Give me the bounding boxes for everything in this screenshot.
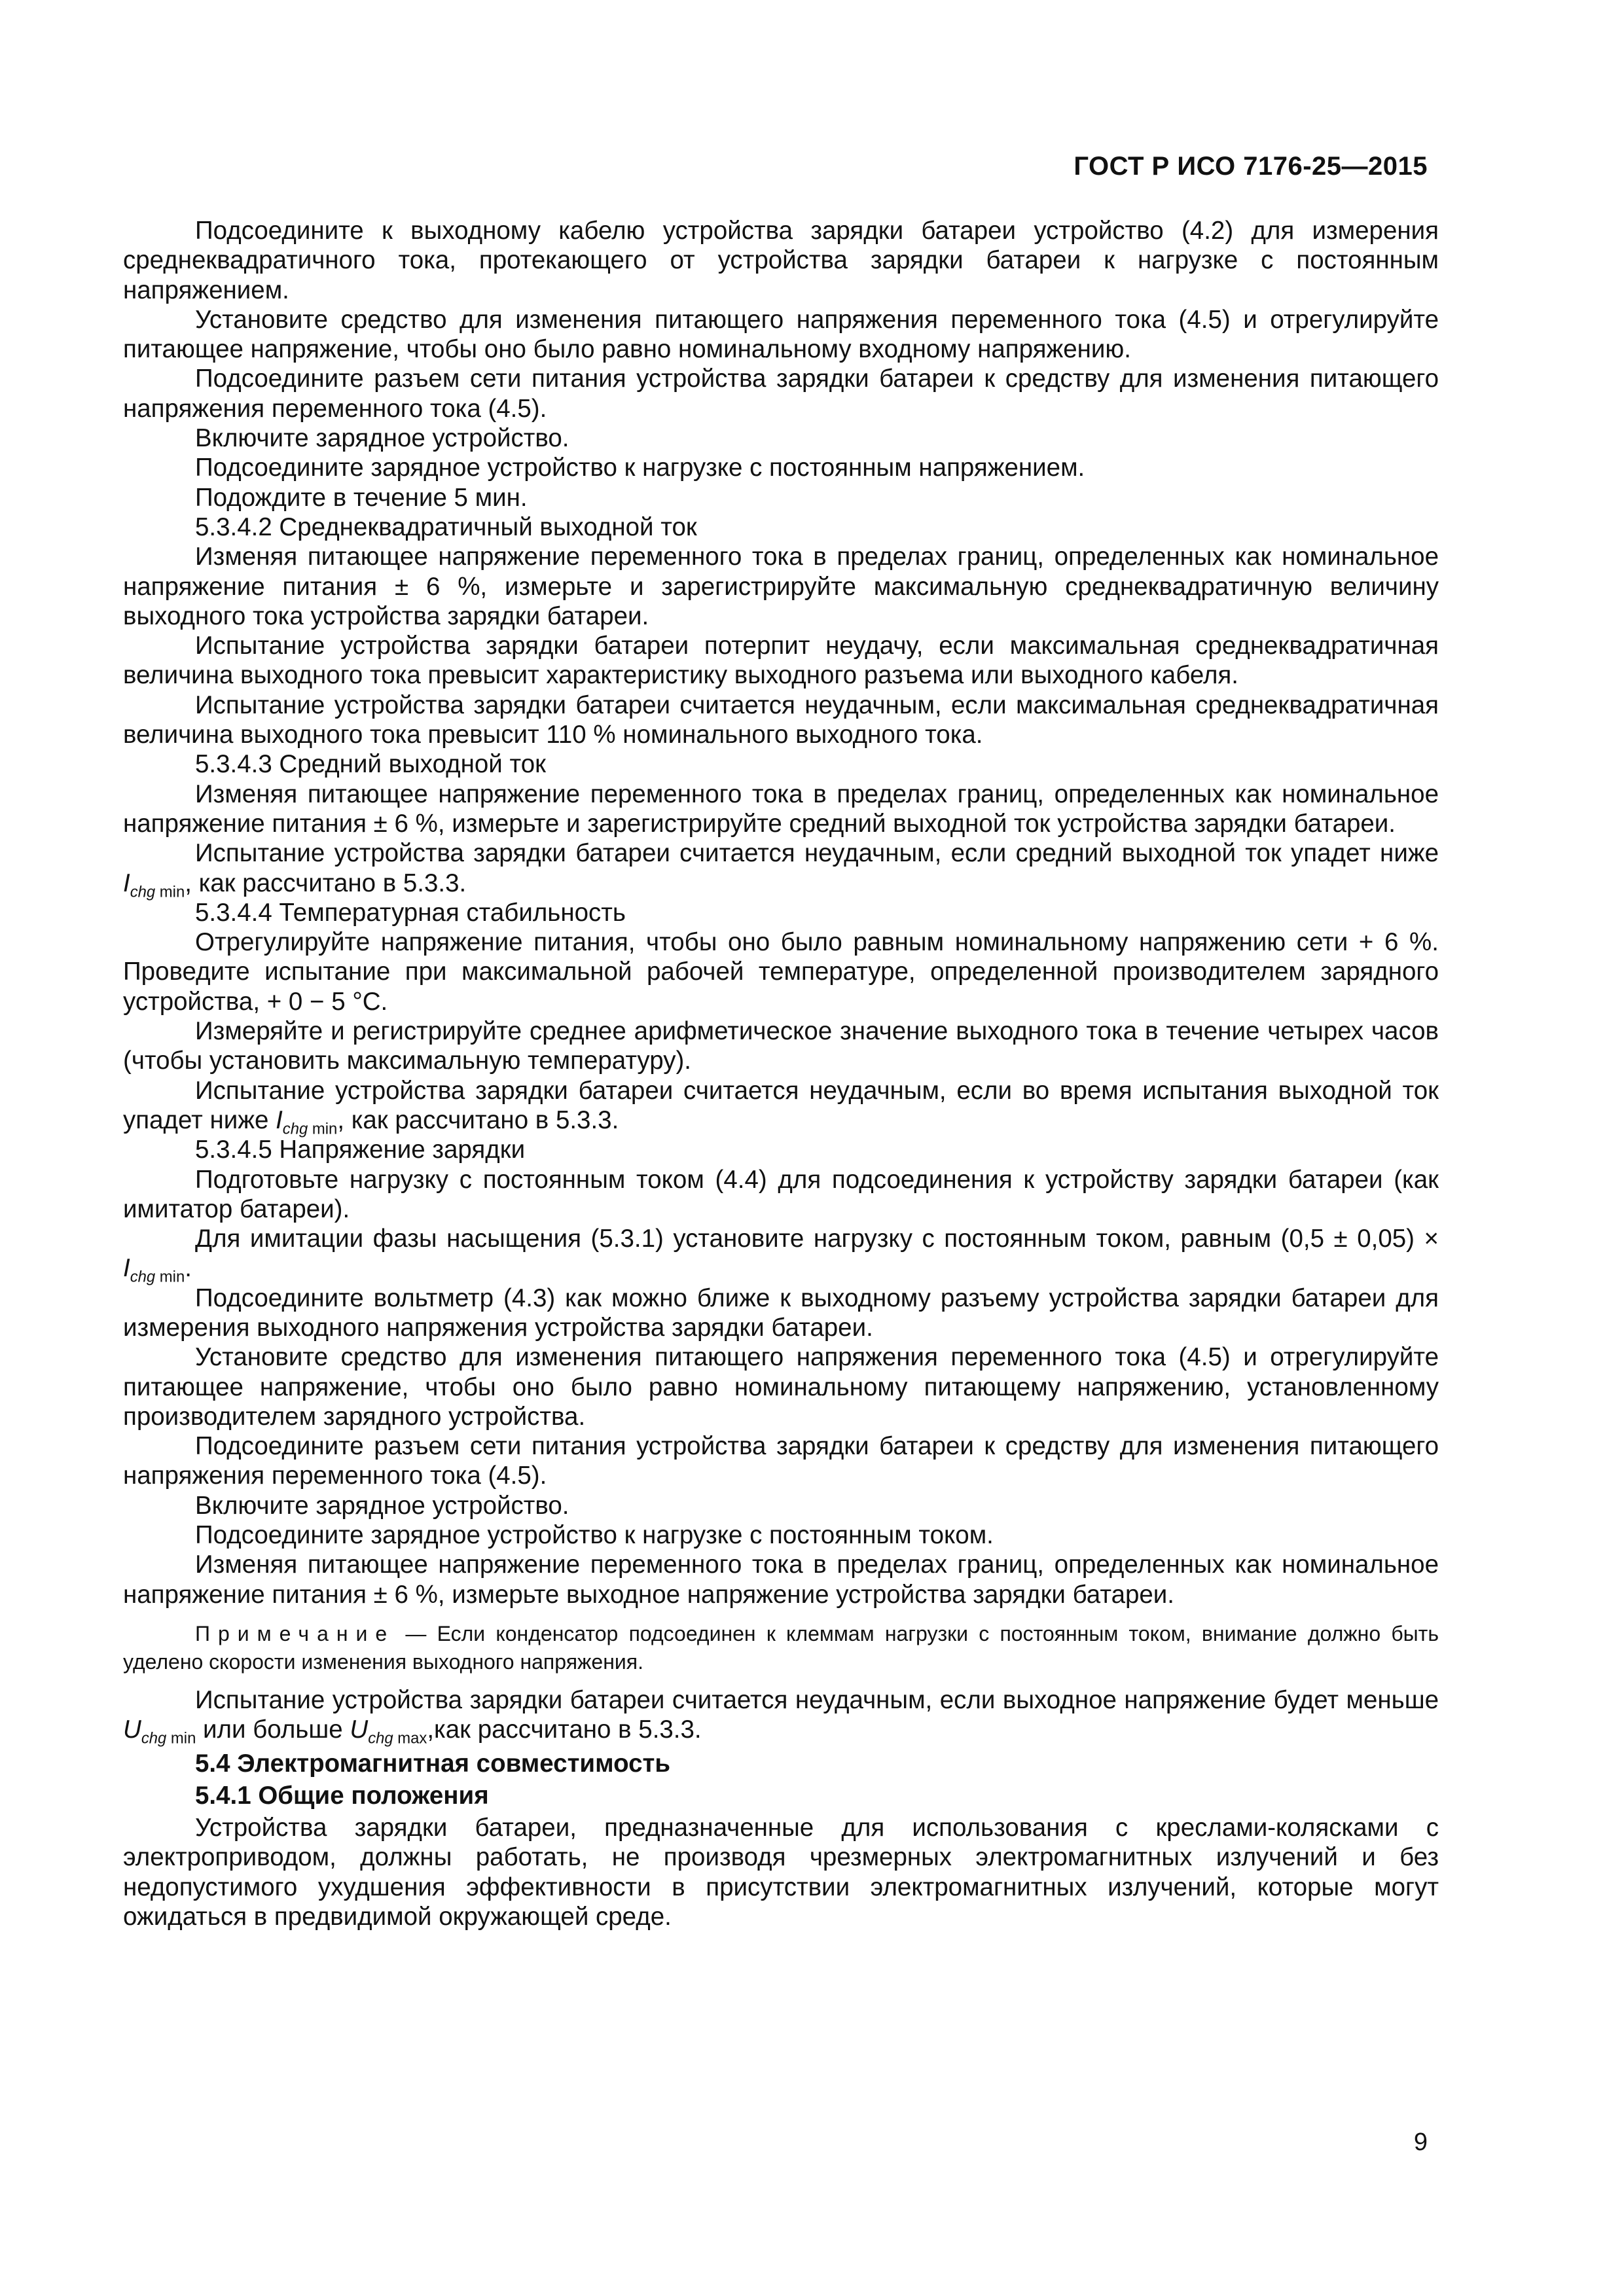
paragraph: Подсоедините разъем сети питания устройства зарядки батареи к средству для изменения питающего напряжения переменного тока (4.5). xyxy=(123,1432,1439,1490)
paragraph: Для имитации фазы насыщения (5.3.1) установите нагрузку с постоянным током, равным $(0,5 \pm 0,05) \times I_{chg min}$. xyxy=(123,1225,1439,1286)
paragraph: Измеряйте и регистрируйте среднее арифметическое значение выходного тока в течение четырех часов (чтобы установить максимальную температуру). xyxy=(123,1017,1439,1075)
note: Примечание — Если конденсатор подсоединен к клеммам нагрузки с постоянным током, внимание должно быть уделено скорости изменения выходного напряжения. xyxy=(123,1621,1439,1674)
paragraph: Отрегулируйте напряжение питания, чтобы оно было равным номинальному напряжению сети + 6 %. Проведите испытание при максимальной рабочей температуре, определенной производителем зарядного устройства, + 0 − 5 °С. xyxy=(123,928,1439,1016)
document-body xyxy=(123,216,1439,1931)
paragraph: Испытание устройства зарядки батареи потерпит неудачу, если максимальная среднеквадратичная величина выходного тока превысит характеристику выходного разъема или выходного кабеля. xyxy=(123,632,1439,690)
paragraph: Испытание устройства зарядки батареи считается неудачным, если выходное напряжение будет меньше $U_{chg min}$ или больше $U_{chg max},как$ рассчитано в 5.3.3. xyxy=(123,1685,1439,1748)
subsection-heading: 5.4.1 Общие положения xyxy=(195,1781,489,1810)
paragraph: Подсоедините зарядное устройство к нагрузке с постоянным током. xyxy=(195,1521,994,1550)
paragraph: Испытание устройства зарядки батареи считается неудачным, если во время испытания выходной ток упадет ниже $I_{chg min}$, как рассчитано в 5.3.3. xyxy=(123,1076,1439,1138)
paragraph: Испытание устройства зарядки батареи считается неудачным, если средний выходной ток упадет ниже $I_{chg min}$, как рассчитано в 5.3.3. xyxy=(123,839,1439,901)
subsection-title: 5.3.4.3 Средний выходной ток xyxy=(195,750,546,779)
paragraph: Включите зарядное устройство. xyxy=(195,1491,569,1520)
paragraph: Изменяя питающее напряжение переменного тока в пределах границ, определенных как номинальное напряжение питания ± 6 %, измерьте и зарегистрируйте максимальную среднеквадратичную величину выходного тока устройства зарядки батареи. xyxy=(123,543,1439,630)
paragraph: Подсоедините зарядное устройство к нагрузке с постоянным напряжением. xyxy=(195,454,1085,482)
paragraph: Устройства зарядки батареи, предназначенные для использования с креслами-колясками с электроприводом, должны работать, не производя чрезмерных электромагнитных излучений и без недопустимого ухудшения эффективности в присутствии электромагнитных излучений, которые могут ожидаться в предвидимой окружающей среде. xyxy=(123,1814,1439,1931)
paragraph: Подсоедините вольтметр (4.3) как можно ближе к выходному разъему устройства зарядки батареи для измерения выходного напряжения устройства зарядки батареи. xyxy=(123,1283,1439,1342)
paragraph: Подготовьте нагрузку с постоянным током (4.4) для подсоединения к устройству зарядки батареи (как имитатор батареи). xyxy=(123,1165,1439,1223)
document-header: ГОСТ Р ИСО 7176-25—2015 xyxy=(1074,152,1428,181)
subsection-title: 5.3.4.2 Среднеквадратичный выходной ток xyxy=(195,512,697,541)
paragraph: Испытание устройства зарядки батареи считается неудачным, если максимальная среднеквадратичная величина выходного тока превысит 110 % номинального выходного тока. xyxy=(123,691,1439,749)
paragraph: Подсоедините к выходному кабелю устройства зарядки батареи устройство (4.2) для измерения среднеквадратичного тока, протекающего от устройства зарядки батареи к нагрузке с постоянным напряжением. xyxy=(123,217,1439,304)
paragraph: Установите средство для изменения питающего напряжения переменного тока (4.5) и отрегулируйте питающее напряжение, чтобы оно было равно номинальному питающему напряжению, установленному производителем зарядного устройства. xyxy=(123,1343,1439,1431)
paragraph: Установите средство для изменения питающего напряжения переменного тока (4.5) и отрегулируйте питающее напряжение, чтобы оно было равно номинальному входному напряжению. xyxy=(123,305,1439,364)
subsection-title: 5.3.4.5 Напряжение зарядки xyxy=(195,1136,526,1164)
section-heading: 5.4 Электромагнитная совместимость xyxy=(195,1749,671,1778)
paragraph: Изменяя питающее напряжение переменного тока в пределах границ, определенных как номинальное напряжение питания ± 6 %, измерьте выходное напряжение устройства зарядки батареи. xyxy=(123,1551,1439,1609)
paragraph: Подождите в течение 5 мин. xyxy=(195,483,528,512)
page-number: 9 xyxy=(1413,2128,1428,2156)
subsection-title: 5.3.4.4 Температурная стабильность xyxy=(195,898,626,927)
note-label: Примечание xyxy=(195,1621,395,1645)
paragraph: Включите зарядное устройство. xyxy=(195,424,569,453)
paragraph: Подсоедините разъем сети питания устройства зарядки батареи к средству для изменения питающего напряжения переменного тока (4.5). xyxy=(123,365,1439,423)
paragraph: Изменяя питающее напряжение переменного тока в пределах границ, определенных как номинальное напряжение питания ± 6 %, измерьте и зарегистрируйте средний выходной ток устройства зарядки батареи. xyxy=(123,780,1439,838)
